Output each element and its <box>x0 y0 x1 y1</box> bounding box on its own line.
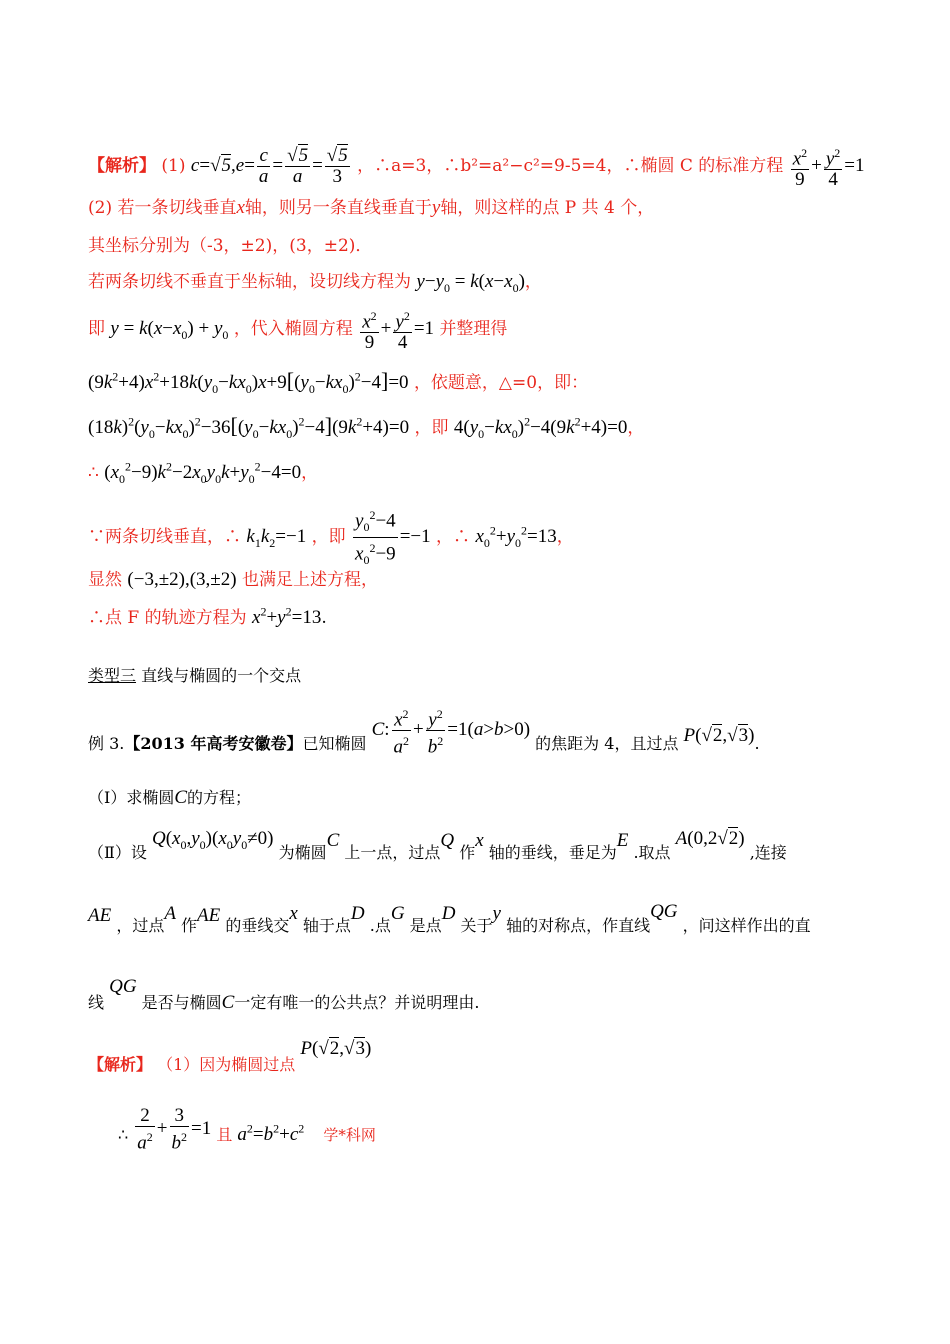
q2-a: （Ⅱ）设 <box>88 843 147 862</box>
quadratic-eq: $(9k^2+4)x^2+18k(y_0-kx_0)x+9[(y_0-kx_0)^2-4]=0$ <box>88 368 409 396</box>
line10-a: 显然 <box>88 570 122 590</box>
q2-g: ,连接 <box>749 843 787 862</box>
line9-a: ∵两条切线垂直，∴ <box>88 526 241 547</box>
solution-line-9: ∵两条切线垂直，∴ $k_1k_2=-1$ ，即 $\frac{y_0^2-4}{x_0^2-9}$ =−1 ，∴ $x_0^2+y_0^2=13$， <box>88 505 574 570</box>
part1-prefix: (1) <box>161 156 186 177</box>
answer-eq-2: $a^2=b^2+c^2$ <box>237 1121 305 1146</box>
locus-eq: $x^2+y^2=13$ <box>252 604 322 628</box>
ellipse-def: C: $\frac{x^2}{a^2}$ + $\frac{y^2}{b^2}$ =1(a>b>0) <box>372 719 531 740</box>
q4-b: 是否与椭圆 <box>141 993 222 1012</box>
section-type-title: 直线与椭圆的一个交点 <box>141 666 302 685</box>
example-line-1: 例 3.【2013 年高考安徽卷】已知椭圆 C: $\frac{x^2}{a^2}$ + $\frac{y^2}{b^2}$ =1(a>b>0) 的焦距为 4，且过点 P(√2,√3). <box>88 718 760 772</box>
line6-tail: ，依题意，△=0，即： <box>413 373 589 393</box>
q3-a: ，过点 <box>116 916 165 935</box>
q2-e: 轴的垂线，垂足为 <box>488 843 617 862</box>
q3-d: 轴于点 <box>302 916 351 935</box>
answer-text: （1）因为椭圆过点 <box>157 1055 296 1074</box>
discriminant-eq: $(18k)^2(y_0-kx_0)^2-36[(y_0-kx_0)^2-4](9k^2+4)=0$ <box>88 413 410 441</box>
q2-f: .取点 <box>633 843 671 862</box>
solution-line-10 <box>88 565 378 591</box>
solution-line-1 <box>88 143 865 190</box>
q3-e: .点 <box>369 916 391 935</box>
q2-c: 上一点，过点 <box>344 843 441 862</box>
example-q2: （Ⅱ）设 $Q(x_0,y_0)(x_0y_0\ne 0)$ 为椭圆C 上一点，过点Q 作x 轴的垂线，垂足为E .取点 A(0,2√2) ,连接 <box>88 828 787 862</box>
line2-b: 轴，则另一条直线垂直于 <box>244 198 432 218</box>
q3-i: ，问这样作出的直 <box>682 916 811 935</box>
example-q3: AE ，过点A 作AE 的垂线交x 轴于点D .点G 是点D 关于y 轴的对称点，作直线QG ，问这样作出的直 <box>88 901 811 935</box>
example-text-b: 的焦距为 4，且过点 <box>535 734 679 754</box>
points-list: (−3,±2),(3,±2) <box>127 569 237 590</box>
line5-a: 即 <box>88 319 105 340</box>
q2-d: 作 <box>459 843 476 862</box>
solution-line-4: 若两条切线不垂直于坐标轴，设切线方程为 $y-y_0 = k(x-x_0)$， <box>88 271 542 295</box>
solution-line-6 <box>88 368 588 397</box>
part1-mid: ，∴a=3，∴b²=a²−c²=9-5=4，∴椭圆 C 的标准方程 <box>357 156 784 177</box>
solution-label: 【解析】 <box>88 156 156 177</box>
line9-c: ，∴ <box>436 526 471 547</box>
q2-b: 为椭圆 <box>278 843 327 862</box>
answer-line-1 <box>88 1038 372 1076</box>
k1k2-eq: $k_1k_2=-1$ <box>246 525 307 550</box>
watermark-text: 学*科网 <box>323 1126 376 1145</box>
q4-c: 一定有唯一的公共点？并说明理由. <box>234 993 480 1012</box>
example-source: 【2013 年高考安徽卷】 <box>124 734 303 754</box>
section-heading <box>88 663 301 686</box>
example-q4: 线 QG 是否与椭圆C一定有唯一的公共点？并说明理由. <box>88 976 480 1013</box>
line4-text: 若两条切线不垂直于坐标轴，设切线方程为 <box>88 272 411 292</box>
substitute-eq: $y = k(x-x_0) + y_0$ <box>110 318 229 342</box>
ellipse-eq-2: $\frac{x^2}{9}$ + $\frac{y^2}{4}$ =1 <box>358 318 434 339</box>
line11-a: ∴点 F 的轨迹方程为 <box>88 608 247 628</box>
answer-point-p: P(√2,√3) <box>300 1038 372 1059</box>
q1-text: （Ⅰ）求椭圆 <box>88 788 175 807</box>
solution-line-2: (2) 若一条切线垂直x轴，则另一条直线垂直于y轴，则这样的点 P 共 4 个， <box>88 197 655 218</box>
example-prefix: 例 3. <box>88 734 125 754</box>
q1-tail: 的方程； <box>187 788 252 807</box>
part1-eq: $\frac{x^2}{9}$ + $\frac{y^2}{4}$ =1 <box>789 155 865 176</box>
answer-label: 【解析】 <box>88 1055 153 1074</box>
q3-f: 是点 <box>409 916 442 935</box>
answer-and: 且 <box>216 1125 233 1145</box>
k-quadratic: $(x_0^2-9)k^2-2x_0y_0k+y_0^2-4=0$ <box>104 459 302 486</box>
tangent-eq: $y-y_0 = k(x-x_0)$ <box>416 271 525 295</box>
line2-a: (2) 若一条切线垂直 <box>88 198 237 218</box>
line3-text: 其坐标分别为（-3，±2)，(3，±2)． <box>88 236 373 256</box>
line2-c: 轴，则这样的点 P 共 4 个， <box>440 198 655 218</box>
point-p: P(√2,√3) <box>683 725 755 747</box>
line9-b: ，即 <box>311 526 346 547</box>
simplified-eq: $4(y_0-kx_0)^2-4(9k^2+4)=0$ <box>453 414 628 441</box>
solution-line-3 <box>88 231 372 256</box>
line7-mid: ，即 <box>414 418 449 438</box>
solution-line-7: $(18k)^2(y_0-kx_0)^2-36[(y_0-kx_0)^2-4](9k^2+4)=0$ ，即 $4(y_0-kx_0)^2-4(9k^2+4)=0$， <box>88 413 645 441</box>
circle-eq-1: $x_0^2+y_0^2=13$ <box>475 523 557 550</box>
solution-line-8: ∴ $(x_0^2-9)k^2-2x_0y_0k+y_0^2-4=0$， <box>88 459 319 486</box>
solution-line-5 <box>88 306 507 353</box>
q3-b: 作 <box>181 916 198 935</box>
line5-b: ，代入椭圆方程 <box>233 319 353 340</box>
ratio-eq: $\frac{y_0^2-4}{x_0^2-9}$ =−1 <box>351 526 431 547</box>
answer-line-2 <box>118 1105 376 1159</box>
example-text-a: 已知椭圆 <box>302 734 367 754</box>
section-type-label: 类型三 <box>88 666 137 685</box>
q3-g: 关于 <box>460 916 493 935</box>
answer-therefore: ∴ <box>118 1125 129 1145</box>
line5-c: 并整理得 <box>439 319 508 340</box>
line10-b: 也满足上述方程， <box>241 570 378 590</box>
q3-c: 的垂线交 <box>225 916 290 935</box>
example-q1: （Ⅰ）求椭圆C的方程； <box>88 787 252 808</box>
line8-prefix: ∴ <box>88 463 99 483</box>
q4-a: 线 <box>88 993 105 1012</box>
answer-eq-1: $\frac{2}{a^2}$ + $\frac{3}{b^2}$ =1 <box>137 1105 212 1154</box>
q3-h: 轴的对称点，作直线 <box>506 916 651 935</box>
part1-math: c=√5,e= $\frac{c}{a}$ = $\frac{√5}{a}$ = $\frac{√5}{3}$ <box>190 145 348 188</box>
solution-line-11: ∴点 F 的轨迹方程为 $x^2+y^2=13$. <box>88 604 327 628</box>
